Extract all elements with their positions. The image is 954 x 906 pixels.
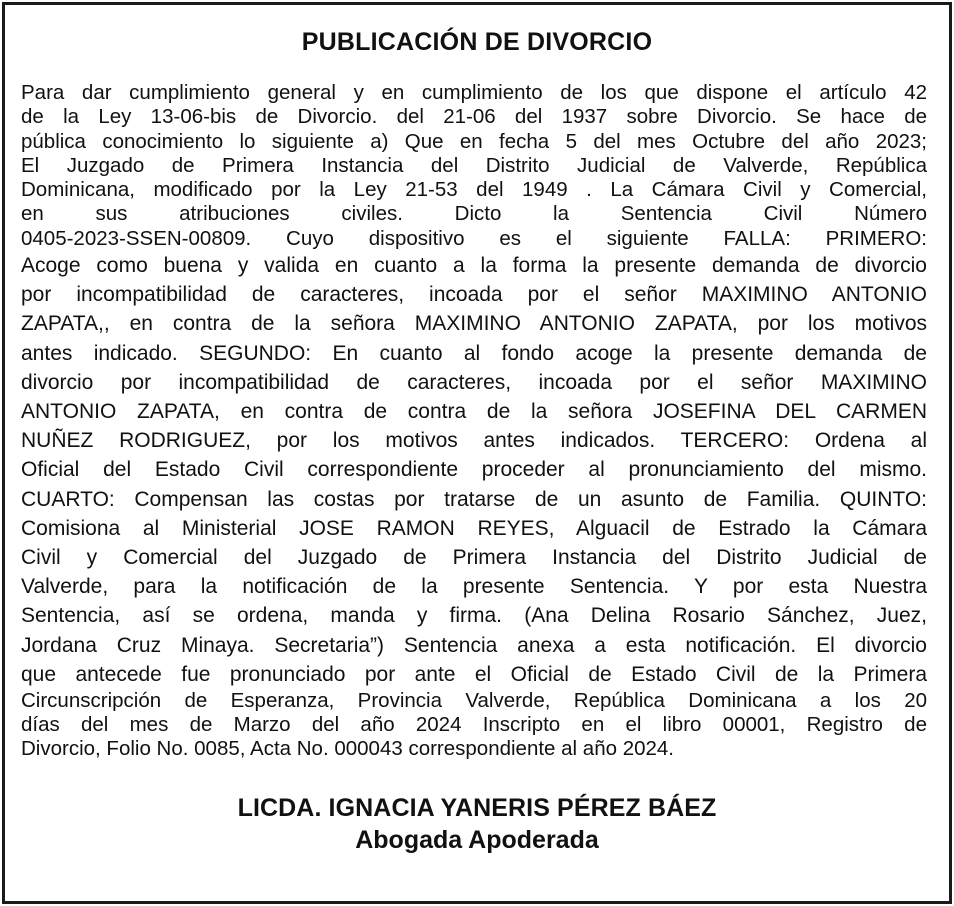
body-line: Civil y Comercial del Juzgado de Primera Instancia del Distrito Judicial de [21,545,927,569]
body-line: pública conocimiento lo siguiente a) Que en fecha 5 del mes Octubre del año 2023; [21,129,927,153]
body-line: de la Ley 13-06-bis de Divorcio. del 21-06 del 1937 sobre Divorcio. Se hace de [21,105,927,129]
body-line: Para dar cumplimiento general y en cumplimiento de los que dispone el artículo 42 [21,81,927,104]
body-line: Divorcio, Folio No. 0085, Acta No. 000043 correspondiente al año 2024. [21,737,674,761]
body-line: ZAPATA,, en contra de la señora MAXIMINO ANTONIO ZAPATA, por los motivos [21,312,927,336]
body-line: Dominicana, modificado por la Ley 21-53 del 1949 . La Cámara Civil y Comercial, [21,178,927,202]
notice-title: PUBLICACIÓN DE DIVORCIO [301,28,653,56]
body-line: NUÑEZ RODRIGUEZ, por los motivos antes indicados. TERCERO: Ordena al [21,429,927,453]
body-line: Sentencia, así se ordena, manda y firma. (Ana Delina Rosario Sánchez, Juez, [21,604,927,628]
body-line: Valverde, para la notificación de la presente Sentencia. Y por esta Nuestra [21,575,927,599]
body-line: CUARTO: Compensan las costas por tratarse de un asunto de Familia. QUINTO: [21,487,927,511]
signature-name: LICDA. IGNACIA YANERIS PÉREZ BÁEZ [237,794,717,822]
body-line: días del mes de Marzo del año 2024 Inscripto en el libro 00001, Registro de [21,713,927,737]
signature-role: Abogada Apoderada [355,826,599,854]
body-line: antes indicado. SEGUNDO: En cuanto al fondo acoge la presente demanda de [21,341,927,365]
body-line: que antecede fue pronunciado por ante el Oficial de Estado Civil de la Primera [21,662,927,686]
body-line: Oficial del Estado Civil correspondiente proceder al pronunciamiento del mismo. [21,458,927,482]
notice-body [21,81,927,762]
body-line: 0405-2023-SSEN-00809. Cuyo dispositivo es el siguiente FALLA: PRIMERO: [21,226,927,250]
body-line: El Juzgado de Primera Instancia del Distrito Judicial de Valverde, República [21,153,927,177]
body-line: ANTONIO ZAPATA, en contra de contra de la señora JOSEFINA DEL CARMEN [21,400,927,424]
body-line: en sus atribuciones civiles. Dicto la Sentencia Civil Número [21,202,927,226]
body-line: Jordana Cruz Minaya. Secretaria”) Sentencia anexa a esta notificación. El divorcio [21,633,927,657]
body-line: Comisiona al Ministerial JOSE RAMON REYES, Alguacil de Estrado la Cámara [21,516,927,540]
body-line: Acoge como buena y valida en cuanto a la forma la presente demanda de divorcio [21,254,927,278]
body-line: divorcio por incompatibilidad de caracteres, incoada por el señor MAXIMINO [21,370,927,394]
body-line: Circunscripción de Esperanza, Provincia Valverde, República Dominicana a los 20 [21,688,927,712]
body-line: por incompatibilidad de caracteres, incoada por el señor MAXIMINO ANTONIO [21,283,927,307]
